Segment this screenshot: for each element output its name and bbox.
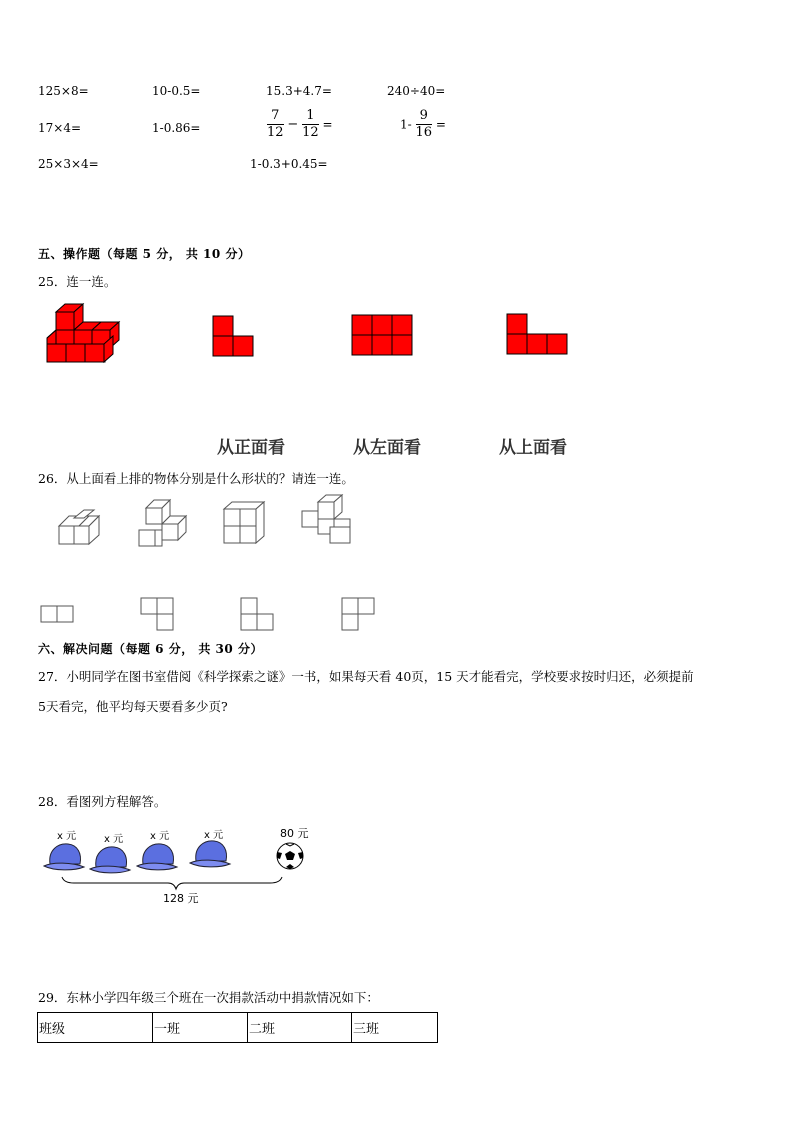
top-view-shape-4 xyxy=(341,597,377,633)
brace xyxy=(60,875,284,891)
cap-price-4: x 元 xyxy=(204,830,224,841)
section-heading: 六、解决问题（每题 6 分， 共 30 分） xyxy=(38,642,263,656)
question-27-line-1: 27．小明同学在图书室借阅《科学探索之谜》一书，如果每天看 40页，15 天才能看完，学校要求按时归还，必须提前 xyxy=(38,669,694,684)
table-row xyxy=(38,1013,438,1043)
calc-5: 17×4= xyxy=(38,121,82,135)
fraction-expression-1: $\frac{7}{12}$ − $\frac{1}{12}$ = xyxy=(267,108,333,140)
fraction-expression-2: 1- $\frac{9}{16}$ = xyxy=(400,108,446,140)
fraction: $\frac{7}{12}$ xyxy=(267,108,284,140)
question-28: 28．看图列方程解答。 xyxy=(38,794,167,809)
table-cell: 二班 xyxy=(248,1013,352,1043)
question-26: 26．从上面看上排的物体分别是什么形状的？请连一连。 xyxy=(38,471,354,486)
question-25: 25．连一连。 xyxy=(38,274,117,289)
calc-2: 10-0.5= xyxy=(152,84,201,98)
red-cube-solid xyxy=(44,302,128,364)
cube-solid-4 xyxy=(300,494,354,546)
red-l-shape-view xyxy=(212,315,256,357)
view-label-front: 从正面看 xyxy=(217,438,285,458)
fraction: $\frac{9}{16}$ xyxy=(415,108,433,140)
top-view-shape-3 xyxy=(240,597,276,633)
question-27-line-2: 5天看完，他平均每天要看多少页? xyxy=(38,699,228,714)
cube-solid-2 xyxy=(136,498,188,550)
cap-icon xyxy=(42,840,86,874)
soccer-ball-icon xyxy=(274,841,306,871)
top-view-shape-1 xyxy=(40,605,76,625)
calc-1: 125×8= xyxy=(38,84,89,98)
fraction: $\frac{1}{12}$ xyxy=(302,108,319,140)
cap-icon xyxy=(135,840,179,874)
view-label-top: 从上面看 xyxy=(499,438,567,458)
cap-icon xyxy=(88,843,132,877)
red-rectangle-view xyxy=(351,314,413,356)
section-heading: 五、操作题（每题 5 分， 共 10 分） xyxy=(38,247,251,261)
brace-total: 128 元 xyxy=(163,892,199,905)
view-label-left: 从左面看 xyxy=(353,438,421,458)
calc-4: 240÷40= xyxy=(387,84,446,98)
top-view-shape-2 xyxy=(140,597,176,633)
question-29: 29．东林小学四年级三个班在一次捐款活动中捐款情况如下： xyxy=(38,990,379,1005)
donation-table xyxy=(37,1012,438,1043)
calc-3: 15.3+4.7= xyxy=(266,84,332,98)
calc-7: 25×3×4= xyxy=(38,157,99,171)
cap-price-2: x 元 xyxy=(104,834,124,845)
cap-price-3: x 元 xyxy=(150,831,170,842)
cube-solid-3 xyxy=(222,500,266,546)
cap-icon xyxy=(188,837,232,871)
ball-price: 80 元 xyxy=(280,827,309,840)
cube-solid-1 xyxy=(56,508,102,546)
calc-8: 1-0.3+0.45= xyxy=(250,157,328,171)
table-cell: 三班 xyxy=(352,1013,438,1043)
table-cell: 班级 xyxy=(38,1013,153,1043)
cap-price-1: x 元 xyxy=(57,831,77,842)
red-step-view xyxy=(506,313,568,355)
calc-6: 1-0.86= xyxy=(152,121,201,135)
table-cell: 一班 xyxy=(153,1013,248,1043)
